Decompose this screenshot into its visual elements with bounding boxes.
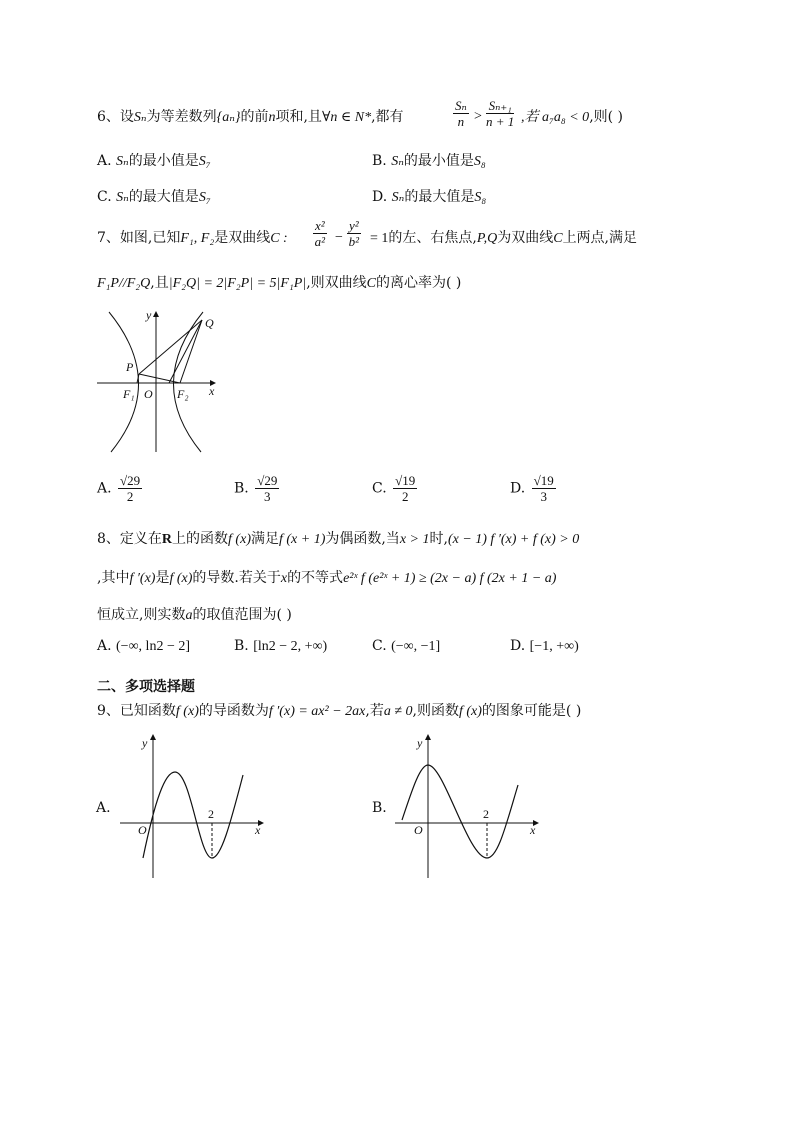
q8-text-c: 满足 bbox=[250, 531, 279, 547]
q6-option-d-text: 的最大值是 bbox=[404, 189, 475, 205]
q6-option-a-text: 的最小值是 bbox=[128, 153, 199, 169]
q7-stem-line1-a bbox=[97, 229, 288, 248]
q9b-label-2: 2 bbox=[483, 807, 489, 821]
q7-left-branch bbox=[109, 312, 139, 452]
q8-text-h: 的导数.若关于 bbox=[192, 570, 281, 586]
q6-option-c[interactable] bbox=[97, 186, 211, 206]
q6-option-b[interactable] bbox=[372, 150, 486, 170]
q6-option-d-label: D. bbox=[372, 189, 392, 205]
q7-text-h: 的离心率为( ) bbox=[376, 275, 462, 291]
q7-fraction-x bbox=[311, 218, 329, 249]
q6-option-b-math: Sₙ bbox=[391, 154, 404, 169]
q7-label-y: y bbox=[146, 308, 152, 322]
q8-text-k: 的取值范围为( ) bbox=[192, 607, 292, 623]
q7-label-q: Q bbox=[205, 316, 214, 330]
q9-text-d: ,则函数 bbox=[412, 703, 459, 719]
q7-option-a[interactable] bbox=[97, 473, 144, 504]
q6-sn: Sₙ bbox=[133, 110, 147, 125]
q7-option-a-num: √29 bbox=[120, 473, 141, 488]
q9a-label-o: O bbox=[138, 823, 147, 837]
q6-option-c-math: Sₙ bbox=[116, 190, 129, 205]
q6-option-a-sub: S₇ bbox=[198, 154, 211, 169]
q9-option-a-label[interactable]: A. bbox=[96, 800, 111, 816]
q8-text-d: 为偶函数,当 bbox=[325, 531, 400, 547]
q8-fx1: f (x + 1) bbox=[278, 532, 326, 547]
q7-option-a-den: 2 bbox=[126, 489, 134, 504]
q6-option-d[interactable] bbox=[372, 186, 486, 206]
q9-graph-a bbox=[115, 730, 270, 882]
section-heading-multiple-choice: 二、多项选择题 bbox=[97, 679, 195, 695]
q6-frac1-den: n bbox=[457, 114, 465, 129]
q8-option-b[interactable] bbox=[234, 638, 327, 655]
q7-f1f2: F₁, F₂ bbox=[180, 231, 215, 246]
q8-ineq: (x − 1) f ′(x) + f (x) > 0 bbox=[447, 532, 580, 547]
q9a-label-x: x bbox=[255, 823, 261, 837]
q8-text-a: 8、定义在 bbox=[97, 531, 162, 547]
q8-option-c-label: C. bbox=[372, 638, 392, 654]
q7-frac-y-num: y² bbox=[349, 218, 359, 233]
q8-option-a-value: (−∞, ln2 − 2] bbox=[116, 639, 191, 654]
q7-text-c: 的左、右焦点, bbox=[388, 230, 477, 246]
q7-label-p: P bbox=[126, 360, 134, 374]
q7-fraction-y bbox=[345, 218, 363, 249]
q7-text-e: 上两点,满足 bbox=[562, 230, 638, 246]
q6-an: {aₙ} bbox=[216, 110, 241, 125]
q9-stem bbox=[97, 702, 581, 721]
q9-fx: f (x) bbox=[175, 704, 199, 719]
q6-option-b-label: B. bbox=[372, 153, 392, 169]
q6-text-b: 的前 bbox=[240, 109, 269, 125]
q7-text-g: ,则双曲线 bbox=[306, 275, 367, 291]
q7-option-b-num: √29 bbox=[257, 473, 278, 488]
q6-text-c: 项和,且 bbox=[275, 109, 322, 125]
q9-text-e: 的图象可能是( ) bbox=[481, 703, 582, 719]
q6-intro: 6、设 bbox=[97, 109, 134, 125]
q6-option-d-sub: S₈ bbox=[474, 190, 487, 205]
q7-frac-x-num: x² bbox=[315, 218, 325, 233]
q7-stem-line2 bbox=[97, 274, 461, 293]
q6-option-b-text: 的最小值是 bbox=[403, 153, 474, 169]
q7-right-branch bbox=[173, 312, 203, 452]
q8-option-c-value: (−∞, −1] bbox=[391, 639, 441, 654]
q7-parallel: F₁P//F₂Q bbox=[97, 276, 151, 291]
q7-option-d-den: 3 bbox=[540, 489, 547, 504]
q9b-label-y: y bbox=[417, 736, 423, 750]
q7-option-a-label: A. bbox=[97, 480, 117, 497]
q9-cond: a ≠ 0 bbox=[383, 704, 413, 719]
q8-text-i: 的不等式 bbox=[287, 570, 344, 586]
q8-text-f: ,其中 bbox=[97, 570, 130, 586]
q8-option-a[interactable] bbox=[97, 638, 190, 655]
q7-pq: P,Q bbox=[476, 231, 498, 246]
q8-stem-line3 bbox=[97, 606, 292, 625]
q8-option-b-value: [ln2 − 2, +∞) bbox=[253, 639, 328, 654]
q9b-label-x: x bbox=[530, 823, 536, 837]
q7-line-q bbox=[169, 320, 202, 383]
q6-frac2-den: n + 1 bbox=[486, 114, 515, 129]
q6-frac2-num: Sₙ₊₁ bbox=[486, 98, 514, 114]
q9-text-c: ,若 bbox=[365, 703, 384, 719]
q9a-label-y: y bbox=[142, 736, 148, 750]
q7-minus: − bbox=[335, 230, 343, 245]
q7-stem-line1-b bbox=[370, 229, 637, 248]
q9-deriv: f ′(x) = ax² − 2ax bbox=[268, 704, 366, 719]
q9-graph-b bbox=[390, 730, 545, 882]
q8-fx: f (x) bbox=[228, 532, 251, 547]
q6-text-a: 为等差数列 bbox=[146, 109, 217, 125]
q7-abs-eq: |F₂Q| = 2|F₂P| = 5|F₁P| bbox=[168, 276, 307, 291]
q8-option-b-label: B. bbox=[234, 638, 254, 654]
q7-hyperbola-figure bbox=[95, 306, 225, 456]
q7-option-d[interactable] bbox=[510, 473, 558, 504]
q6-option-b-sub: S₈ bbox=[473, 154, 486, 169]
q6-fraction-1 bbox=[451, 98, 471, 129]
q7-option-d-label: D. bbox=[510, 480, 530, 497]
q7-c3: C bbox=[366, 276, 376, 291]
q6-cond-text: ,若 a₇a₈ < 0 bbox=[521, 110, 590, 125]
q6-forall: ∀n ∈ N* bbox=[321, 110, 372, 125]
q6-stem bbox=[97, 108, 404, 127]
q8-stem-line2 bbox=[97, 569, 556, 588]
q8-a: a bbox=[185, 608, 193, 623]
q8-fpx: f ′(x) bbox=[129, 571, 156, 586]
q6-n: n bbox=[268, 110, 276, 125]
q6-option-a[interactable] bbox=[97, 150, 211, 170]
q9a-curve bbox=[143, 772, 243, 858]
q8-option-c[interactable] bbox=[372, 638, 440, 655]
q6-fraction-2 bbox=[484, 98, 516, 129]
q9a-label-2: 2 bbox=[208, 807, 214, 821]
q7-frac-x-den: a² bbox=[314, 234, 326, 249]
q7-label-f1: F₁ bbox=[123, 387, 135, 401]
q7-text-f: ,且 bbox=[150, 275, 169, 291]
q7-option-c-den: 2 bbox=[401, 489, 409, 504]
q7-option-c-num: √19 bbox=[395, 473, 416, 488]
q6-cond bbox=[521, 108, 623, 127]
q7-option-d-num: √19 bbox=[533, 473, 554, 488]
q7-text-b: 是双曲线 bbox=[214, 230, 271, 246]
q9b-label-o: O bbox=[414, 823, 423, 837]
q7-text-a: 7、如图,已知 bbox=[97, 230, 181, 246]
q7-option-c-label: C. bbox=[372, 480, 392, 497]
q6-option-c-label: C. bbox=[97, 189, 117, 205]
q7-option-b-label: B. bbox=[234, 480, 254, 497]
q6-option-c-text: 的最大值是 bbox=[128, 189, 199, 205]
q8-x: x bbox=[280, 571, 288, 586]
q8-text-e: 时, bbox=[429, 531, 448, 547]
q7-label-x: x bbox=[209, 384, 215, 398]
q7-frac-y-den: b² bbox=[348, 234, 360, 249]
q8-xgt1: x > 1 bbox=[399, 532, 430, 547]
q9b-curve bbox=[402, 765, 518, 858]
q8-fx2: f (x) bbox=[169, 571, 193, 586]
q8-text-j: 恒成立,则实数 bbox=[97, 607, 186, 623]
q7-label-o: O bbox=[144, 387, 153, 401]
q6-frac1-num: Sₙ bbox=[455, 98, 467, 113]
q7-label-f2: F₂ bbox=[177, 387, 189, 401]
q8-r: R bbox=[161, 532, 173, 547]
q6-option-a-label: A. bbox=[97, 153, 117, 169]
q6-option-a-math: Sₙ bbox=[116, 154, 129, 169]
q6-gt: > bbox=[474, 109, 482, 124]
q9-text-a: 9、已知函数 bbox=[97, 703, 176, 719]
q7-option-c[interactable] bbox=[372, 473, 419, 504]
q7-option-b-den: 3 bbox=[264, 489, 271, 504]
q8-option-d-value: [−1, +∞) bbox=[529, 639, 579, 654]
q7-text-d: 为双曲线 bbox=[497, 230, 554, 246]
q7-c: C : bbox=[270, 231, 288, 246]
q8-text-g: 是 bbox=[155, 570, 170, 586]
q8-option-d[interactable] bbox=[510, 638, 579, 655]
q8-option-d-label: D. bbox=[510, 638, 530, 654]
q7-option-b[interactable] bbox=[234, 473, 281, 504]
q7-eq1: = 1 bbox=[370, 231, 389, 246]
q9-text-b: 的导函数为 bbox=[198, 703, 269, 719]
q9-fx2: f (x) bbox=[458, 704, 482, 719]
q8-stem-line1 bbox=[97, 530, 579, 549]
q6-text-d: ,都有 bbox=[371, 109, 404, 125]
q7-c2: C bbox=[553, 231, 563, 246]
q6-tail: ,则( ) bbox=[589, 109, 624, 125]
q8-text-b: 上的函数 bbox=[172, 531, 229, 547]
q6-option-d-math: Sₙ bbox=[391, 190, 405, 205]
q8-ineq2: e²ˣ f (e²ˣ + 1) ≥ (2x − a) f (2x + 1 − a) bbox=[343, 571, 557, 586]
q8-option-a-label: A. bbox=[97, 638, 117, 654]
q9-option-b-label[interactable]: B. bbox=[372, 800, 387, 816]
q6-option-c-sub: S₇ bbox=[198, 190, 211, 205]
